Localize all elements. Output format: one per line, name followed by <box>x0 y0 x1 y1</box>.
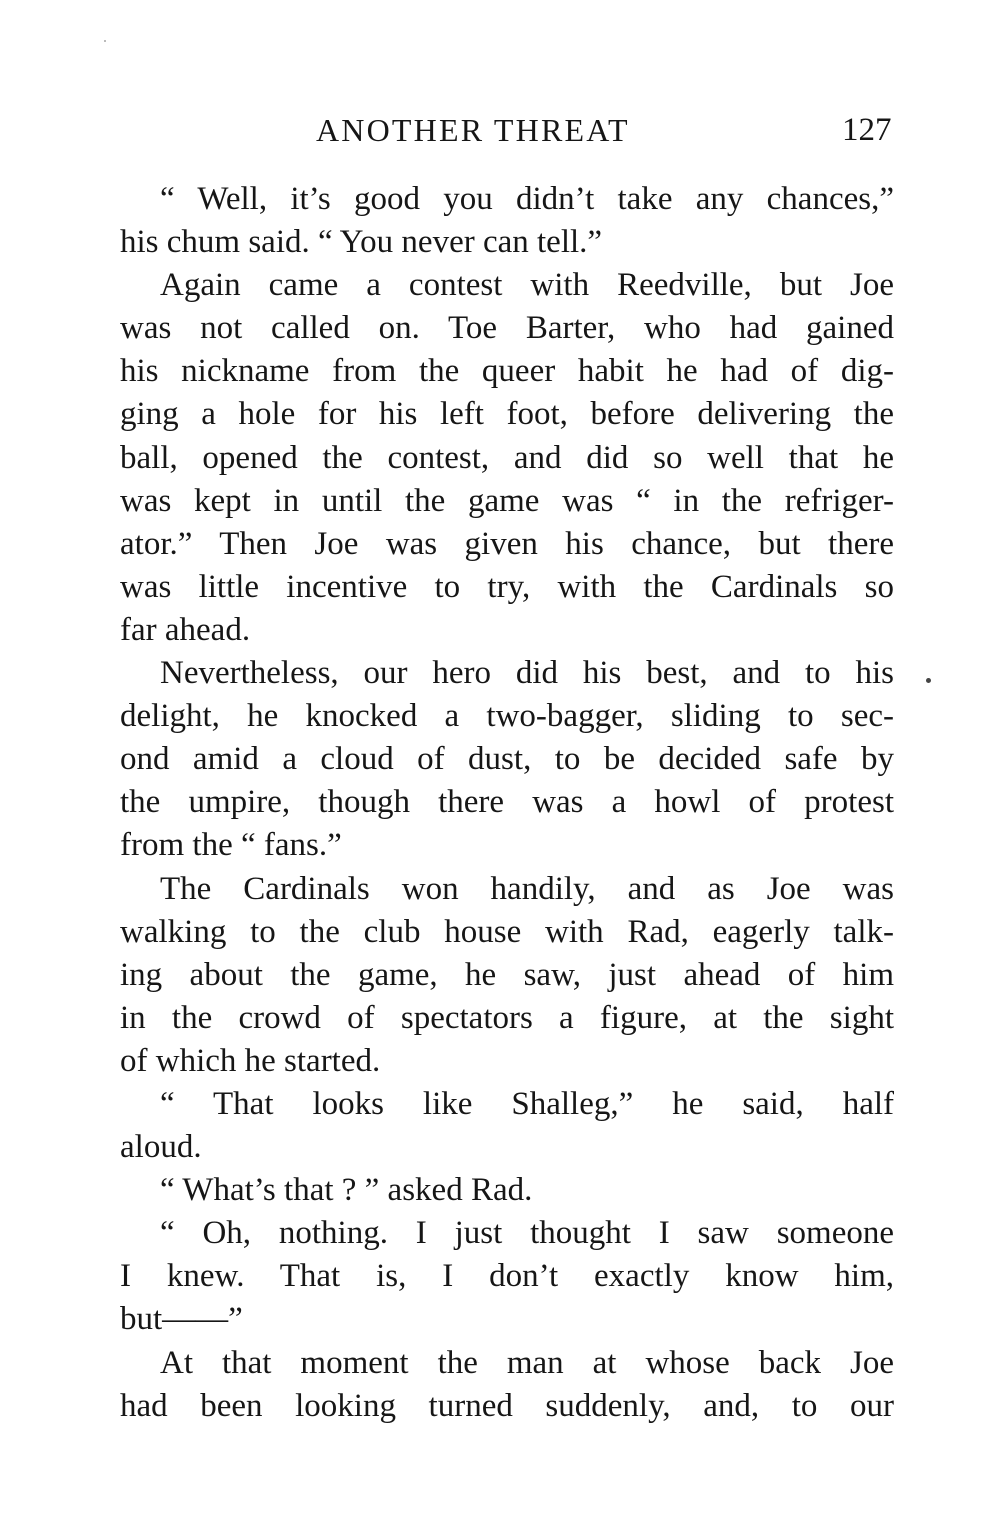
text-line: At that moment the man at whose back Joe <box>160 1344 894 1381</box>
text-line: “ What’s that ? ” asked Rad. <box>160 1172 533 1209</box>
margin-mark <box>926 678 931 683</box>
text-line: ond amid a cloud of dust, to be decided safe by <box>120 741 894 778</box>
chapter-title: ANOTHER THREAT <box>316 112 630 148</box>
text-line: but——” <box>120 1301 243 1338</box>
text-line: of which he started. <box>120 1042 381 1079</box>
text-line: was kept in until the game was “ in the refriger- <box>120 482 894 519</box>
text-line: “ That looks like Shalleg,” he said, half <box>160 1085 894 1122</box>
text-line: I knew. That is, I don’t exactly know him, <box>120 1258 894 1295</box>
text-line: delight, he knocked a two-bagger, sliding to sec- <box>120 698 894 735</box>
text-line: far ahead. <box>120 611 251 648</box>
running-head <box>0 108 1000 152</box>
text-line: in the crowd of spectators a figure, at the sight <box>120 999 894 1036</box>
text-line: the umpire, though there was a howl of protest <box>120 784 894 821</box>
text-line: from the “ fans.” <box>120 827 342 864</box>
body-text <box>120 178 894 1428</box>
text-line: was not called on. Toe Barter, who had gained <box>120 310 894 347</box>
text-line: “ Oh, nothing. I just thought I saw someone <box>160 1215 894 1252</box>
text-line: walking to the club house with Rad, eagerly talk- <box>120 913 894 950</box>
text-line: was little incentive to try, with the Cardinals so <box>120 568 894 605</box>
text-line: ging a hole for his left foot, before delivering the <box>120 396 894 433</box>
text-line: ator.” Then Joe was given his chance, but there <box>120 525 894 562</box>
text-line: ball, opened the contest, and did so well that he <box>120 439 894 476</box>
page-number: 127 <box>842 112 892 148</box>
text-line: had been looking turned suddenly, and, to our <box>120 1387 894 1424</box>
text-line: “ Well, it’s good you didn’t take any chances,” <box>160 181 894 217</box>
paper-speck <box>104 40 106 42</box>
text-line: The Cardinals won handily, and as Joe was <box>160 870 894 907</box>
text-line: ing about the game, he saw, just ahead of him <box>120 956 894 993</box>
text-line: Nevertheless, our hero did his best, and to his <box>160 655 894 692</box>
text-line: his nickname from the queer habit he had of dig- <box>120 353 894 390</box>
text-line: Again came a contest with Reedville, but Joe <box>160 267 894 304</box>
text-line: his chum said. “ You never can tell.” <box>120 224 603 261</box>
text-line: aloud. <box>120 1129 202 1166</box>
